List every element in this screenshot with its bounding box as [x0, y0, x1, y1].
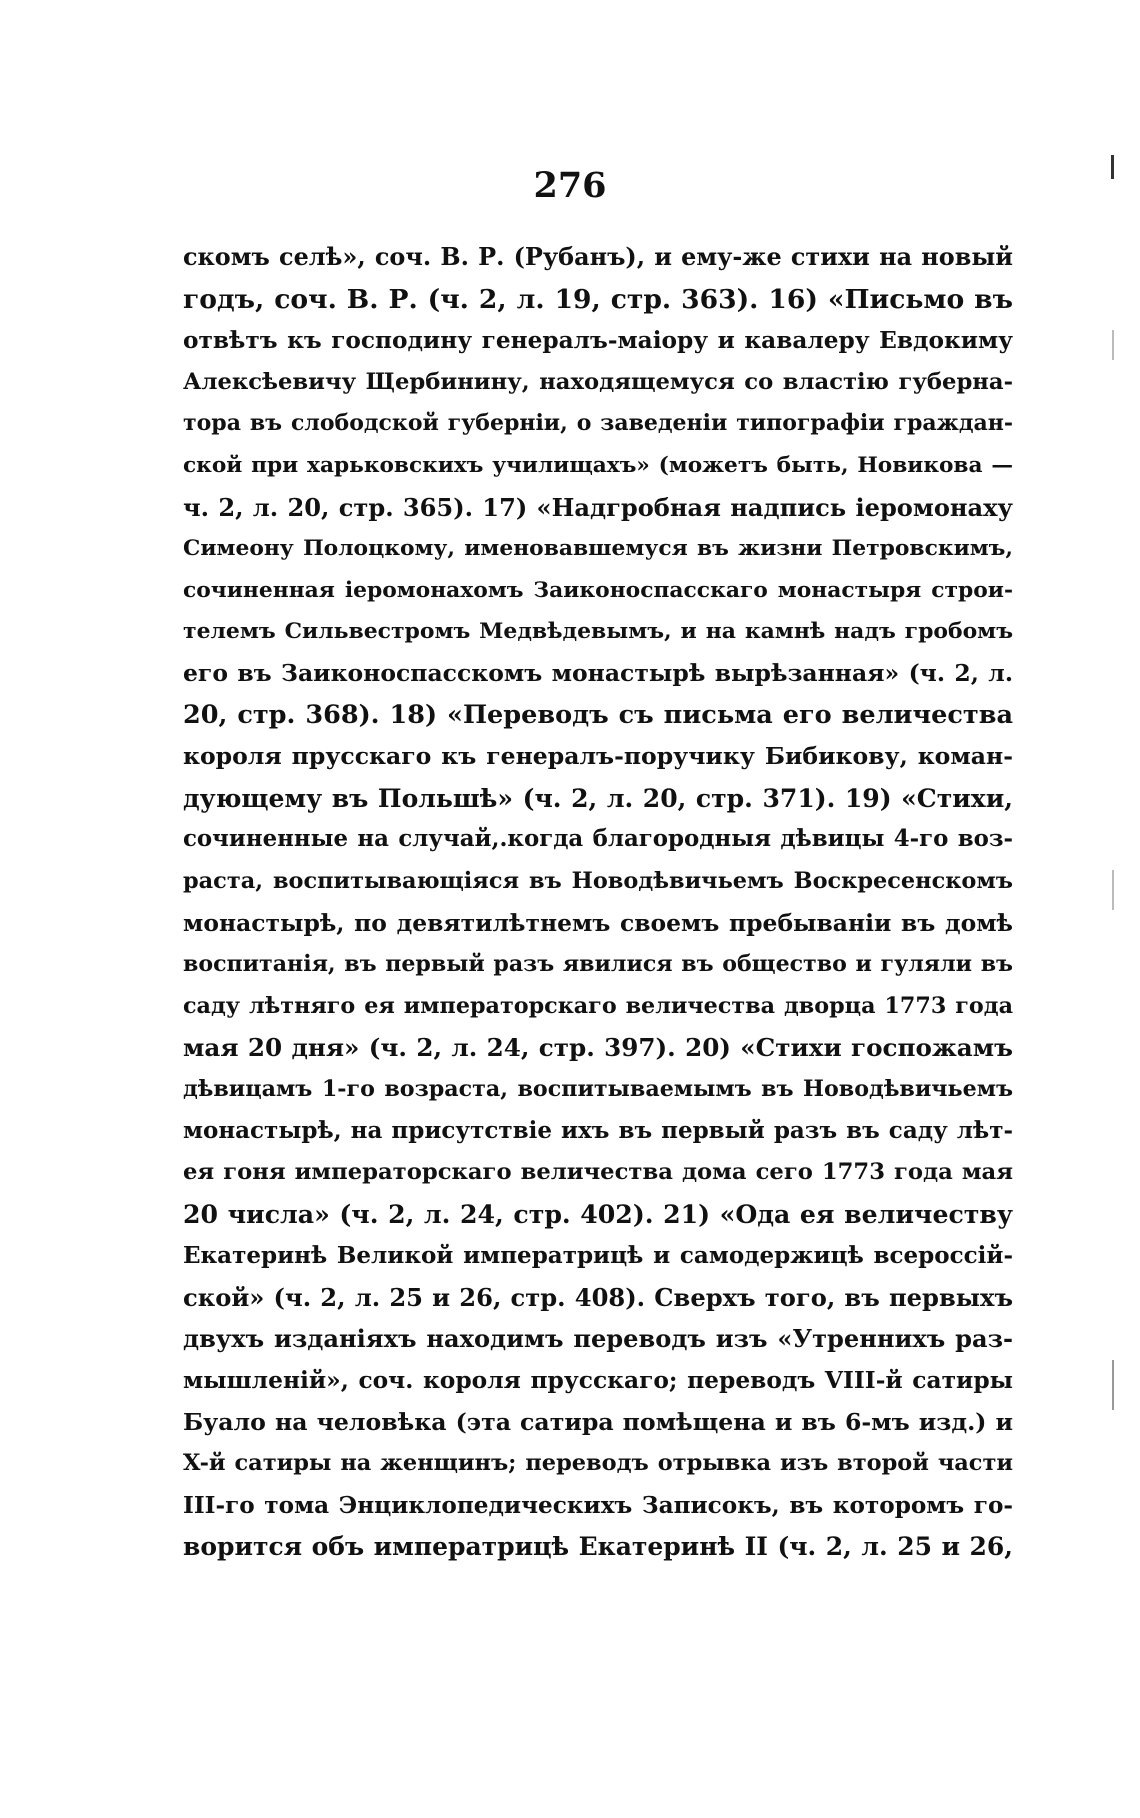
margin-mark: [1112, 870, 1114, 910]
text-line: раста, воспитывающіяся въ Новодѣвичьемъ Воскресенскомъ: [183, 867, 1013, 894]
text-line: короля прусскаго къ генералъ-поручику Бибикову, коман-: [183, 742, 1013, 771]
text-line: Алексѣевичу Щербинину, находящемуся со властію губерна-: [183, 368, 1013, 395]
text-line: сочиненная іеромонахомъ Заиконоспасскаго монастыря строи-: [183, 577, 1013, 603]
text-line: мышленій», соч. короля прусскаго; переводъ VIII-й сатиры: [183, 1367, 1013, 1395]
text-line: ской при харьковскихъ училищахъ» (можетъ быть, Новикова —: [183, 452, 1013, 478]
margin-mark: [1111, 155, 1114, 179]
text-line: Екатеринѣ Великой императрицѣ и самодержицѣ всероссій-: [183, 1242, 1013, 1270]
text-line: 20 числа» (ч. 2, л. 24, стр. 402). 21) «Ода ея величеству: [183, 1198, 1013, 1229]
text-line: телемъ Сильвестромъ Медвѣдевымъ, и на камнѣ надъ гробомъ: [183, 618, 1013, 645]
text-line: Симеону Полоцкому, именовавшемуся въ жизни Петровскимъ,: [183, 536, 1013, 562]
text-line: монастырѣ, по девятилѣтнемъ своемъ пребываніи въ домѣ: [183, 908, 1013, 937]
text-line: Буало на человѣка (эта сатира помѣщена и въ 6-мъ изд.) и: [183, 1407, 1013, 1436]
text-line: ея гоня императорскаго величества дома сего 1773 года мая: [183, 1159, 1013, 1186]
text-line: отвѣтъ къ господину генералъ-маіору и кавалеру Евдокиму: [183, 327, 1013, 355]
text-line: 20, стр. 368). 18) «Переводъ съ письма его величества: [183, 699, 1013, 730]
text-line: X-й сатиры на женщинъ; переводъ отрывка изъ второй части: [183, 1450, 1013, 1477]
margin-mark: [1112, 330, 1114, 360]
text-line: ской» (ч. 2, л. 25 и 26, стр. 408). Сверхъ того, въ первыхъ: [183, 1282, 1013, 1312]
margin-mark: [1112, 1360, 1114, 1410]
text-line: годъ, соч. В. Р. (ч. 2, л. 19, стр. 363). 16) «Письмо въ: [183, 283, 1013, 315]
text-line: двухъ изданіяхъ находимъ переводъ изъ «Утреннихъ раз-: [183, 1324, 1013, 1354]
text-line: сочиненные на случай,.когда благородныя дѣвицы 4-го воз-: [183, 826, 1013, 853]
text-line: тора въ слободской губерніи, о заведеніи типографіи граждан-: [183, 410, 1013, 437]
text-line: монастырѣ, на присутствіе ихъ въ первый разъ въ саду лѣт-: [183, 1117, 1013, 1145]
text-line: скомъ селѣ», соч. В. Р. (Рубанъ), и ему-же стихи на новый: [183, 243, 1013, 271]
text-line: ворится объ императрицѣ Екатеринѣ II (ч. 2, л. 25 и 26,: [183, 1532, 1013, 1562]
page-number: 276: [533, 165, 607, 206]
text-line: мая 20 дня» (ч. 2, л. 24, стр. 397). 20) «Стихи госпожамъ: [183, 1033, 1013, 1063]
text-line: III-го тома Энциклопедическихъ Записокъ, въ которомъ го-: [183, 1491, 1013, 1519]
body-text: [183, 237, 1013, 1568]
text-line: дующему въ Польшѣ» (ч. 2, л. 20, стр. 371). 19) «Стихи,: [183, 782, 1013, 813]
text-line: воспитанія, въ первый разъ явилися въ общество и гуляли въ: [183, 951, 1013, 978]
text-line: ч. 2, л. 20, стр. 365). 17) «Надгробная надпись іеромонаху: [183, 492, 1013, 522]
text-line: дѣвицамъ 1-го возраста, воспитываемымъ въ Новодѣвичьемъ: [183, 1075, 1013, 1102]
text-line: саду лѣтняго ея императорскаго величества дворца 1773 года: [183, 992, 1013, 1019]
text-line: его въ Заиконоспасскомъ монастырѣ вырѣзанная» (ч. 2, л.: [183, 658, 1013, 687]
